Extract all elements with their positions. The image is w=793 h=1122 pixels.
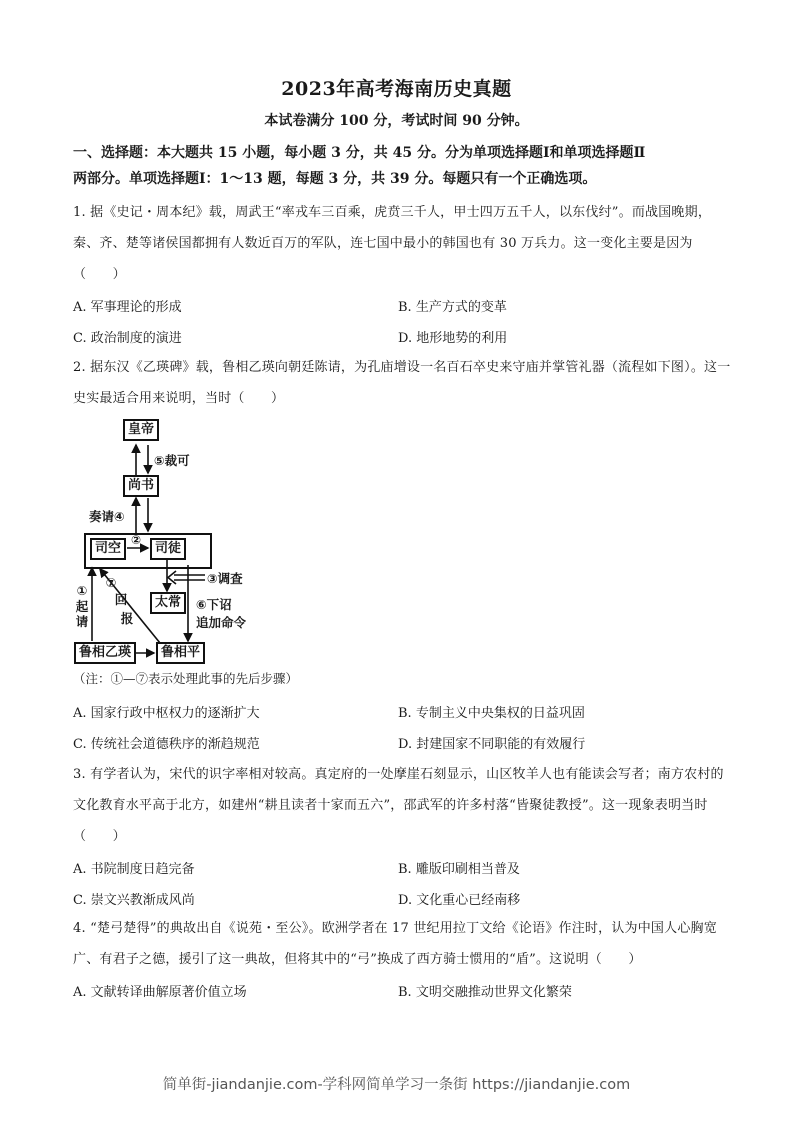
exam-info: 本试卷满分 100 分，考试时间 90 分钟。 (264, 113, 529, 129)
question-2-stem: 2. 据东汉《乙瑛碑》载，鲁相乙瑛向朝廷陈请，为孔庙增设一名百石卒史来守庙并掌管礼器（流程如下图）。这一史实最适合用来说明，当时（ ） (73, 360, 731, 406)
option-b[interactable]: B. 文明交融推动世界文化繁荣 (398, 985, 572, 1000)
section-heading-line-2: 两部分。单项选择题Ⅰ：1～13 题，每题 3 分，共 39 分。每题只有一个正确选项。 (73, 171, 597, 187)
node-taichang: 太常 (150, 592, 186, 614)
label-step4: 奏请④ (89, 509, 125, 524)
option-d[interactable]: D. 封建国家不同职能的有效履行 (398, 737, 586, 752)
node-situ: 司徒 (150, 538, 186, 560)
label-step7-text-a: 回 (114, 592, 128, 607)
process-flow-diagram (70, 415, 270, 665)
node-shangshu: 尚书 (123, 475, 159, 497)
node-sikong: 司空 (90, 538, 126, 560)
diagram-note: （注：①—⑦表示处理此事的先后步骤） (73, 671, 299, 686)
page-title: 2023年高考海南历史真题 (281, 78, 512, 100)
question-1-stem: 1. 据《史记・周本纪》载，周武王“率戎车三百乘，虎贲三千人，甲士四万五千人，以东伐纣”。而战国晚期，秦、齐、楚等诸侯国都拥有人数近百万的军队，连七国中最小的韩国也有 30 万兵力。这一变化主要是因为（ ） (73, 205, 712, 282)
label-step6-a: ⑥下诏 (196, 597, 232, 612)
option-a[interactable]: A. 军事理论的形成 (73, 300, 182, 315)
option-b[interactable]: B. 生产方式的变革 (398, 300, 507, 315)
node-luxiang-ping: 鲁相平 (156, 642, 205, 664)
question-4-stem: 4. “楚弓楚得”的典故出自《说苑・至公》。欧洲学者在 17 世纪用拉丁文给《论语》作注时，认为中国人心胸宽广、有君子之德，援引了这一典故，但将其中的“弓”换成了西方骑士惯用的“盾”。这说明（ ） (73, 921, 717, 967)
option-c[interactable]: C. 政治制度的演进 (73, 331, 182, 346)
option-d[interactable]: D. 地形地势的利用 (398, 331, 508, 346)
label-step2: ② (131, 533, 142, 547)
option-c[interactable]: C. 传统社会道德秩序的渐趋规范 (73, 737, 260, 752)
label-step6-b: 追加命令 (196, 615, 247, 630)
label-step7-text-b: 报 (120, 611, 134, 626)
label-step3: ③调查 (207, 571, 243, 586)
option-b[interactable]: B. 专制主义中央集权的日益巩固 (398, 706, 585, 721)
option-d[interactable]: D. 文化重心已经南移 (398, 893, 521, 908)
node-luxiang-yiying: 鲁相乙瑛 (74, 642, 136, 664)
label-step5: ⑤裁可 (154, 453, 190, 468)
option-a[interactable]: A. 书院制度日趋完备 (73, 862, 195, 877)
label-step1-num: ① (76, 583, 88, 598)
node-emperor: 皇帝 (123, 419, 159, 441)
label-step7-num: ⑦ (105, 575, 117, 590)
label-step1-text: 起请 (75, 599, 89, 629)
option-a[interactable]: A. 国家行政中枢权力的逐渐扩大 (73, 706, 260, 721)
option-a[interactable]: A. 文献转译曲解原著价值立场 (73, 985, 247, 1000)
option-b[interactable]: B. 雕版印刷相当普及 (398, 862, 520, 877)
question-3-stem: 3. 有学者认为，宋代的识字率相对较高。真定府的一处摩崖石刻显示，山区牧羊人也有能读会写者；南方农村的文化教育水平高于北方，如建州“耕且读者十家而五六”，邵武军的许多村落“皆聚徒教授”。这一现象表明当时（ ） (73, 767, 724, 844)
section-heading-line-1: 一、选择题：本大题共 15 小题，每小题 3 分，共 45 分。分为单项选择题Ⅰ和单项选择题Ⅱ (73, 145, 646, 161)
option-c[interactable]: C. 崇文兴教渐成风尚 (73, 893, 195, 908)
footer-watermark: 简单街-jiandanjie.com-学科网简单学习一条街 https://jiandanjie.com (162, 1077, 631, 1093)
section-heading (73, 140, 733, 192)
